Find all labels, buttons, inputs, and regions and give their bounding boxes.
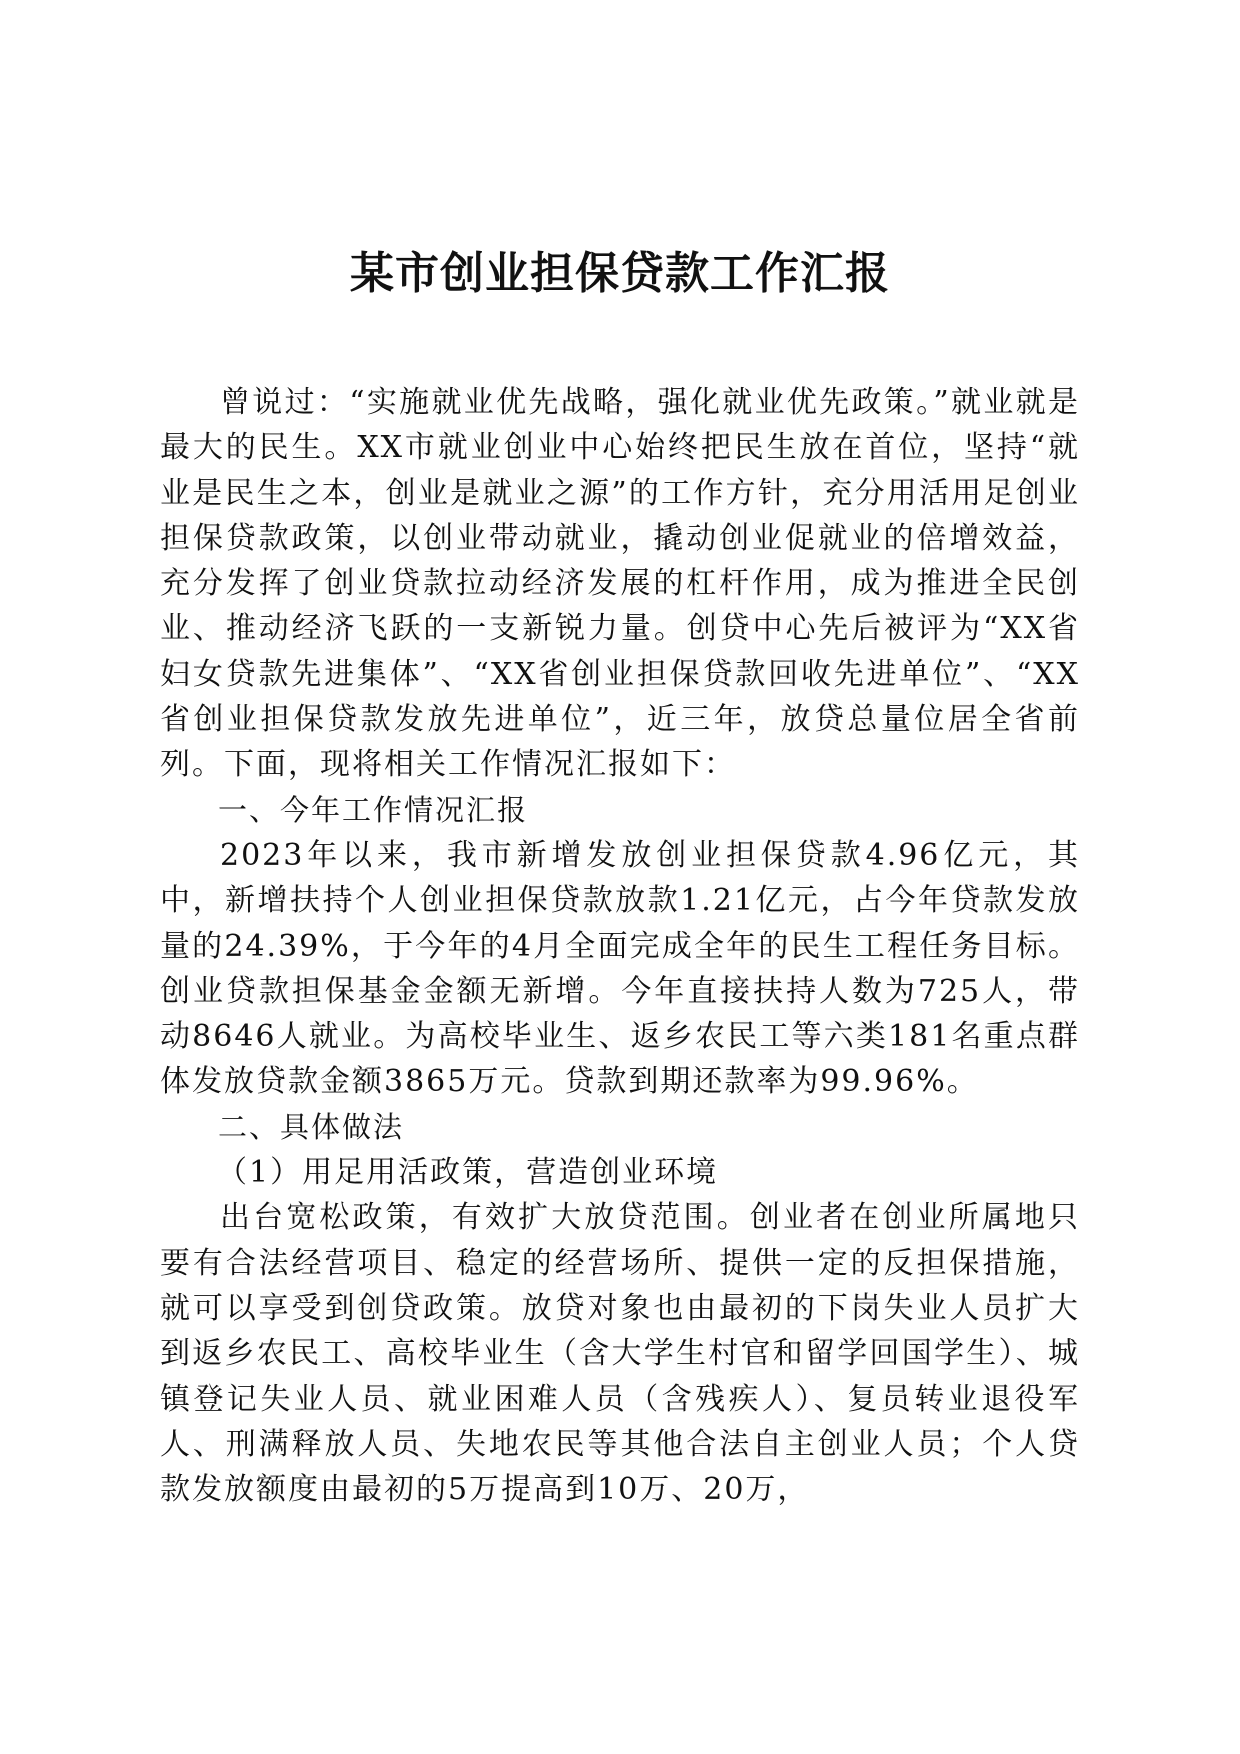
subsection-1-paragraph: 出台宽松政策，有效扩大放贷范围。创业者在创业所属地只要有合法经营项目、稳定的经营场所、提供一定的反担保措施，就可以享受到创贷政策。放贷对象也由最初的下岗失业人员扩大到返乡农民工、高校毕业生（含大学生村官和留学回国学生）、城镇登记失业人员、就业困难人员（含残疾人）、复员转业退役军人、刑满释放人员、失地农民等其他合法自主创业人员；个人贷款发放额度由最初的5万提高到10万、20万， <box>160 1200 1080 1508</box>
section-1-paragraph: 2023年以来，我市新增发放创业担保贷款4.96亿元，其中，新增扶持个人创业担保贷款放款1.21亿元，占今年贷款发放量的24.39%，于今年的4月全面完成全年的民生工程任务目标。创业贷款担保基金金额无新增。今年直接扶持人数为725人，带动8646人就业。为高校毕业生、返乡农民工等六类181名重点群体发放贷款金额3865万元。贷款到期还款率为99.96%。 <box>160 837 1080 1100</box>
section-1-heading: 一、今年工作情况汇报 <box>218 792 529 827</box>
document-body <box>160 380 1080 1512</box>
subsection-1-heading: （1）用足用活政策，营造创业环境 <box>217 1155 719 1191</box>
document-title: 某市创业担保贷款工作汇报 <box>350 248 890 299</box>
section-2-heading: 二、具体做法 <box>218 1109 405 1144</box>
intro-paragraph: 曾说过：“实施就业优先战略，强化就业优先政策。”就业就是最大的民生。XX市就业创业中心始终把民生放在首位，坚持“就业是民生之本，创业是就业之源”的工作方针，充分用活用足创业担保贷款政策，以创业带动就业，撬动创业促就业的倍增效益，充分发挥了创业贷款拉动经济发展的杠杆作用，成为推进全民创业、推动经济飞跃的一支新锐力量。创贷中心先后被评为“XX省妇女贷款先进集体”、“XX省创业担保贷款回收先进单位”、“XX省创业担保贷款发放先进单位”，近三年，放贷总量位居全省前列。下面，现将相关工作情况汇报如下： <box>160 385 1080 783</box>
